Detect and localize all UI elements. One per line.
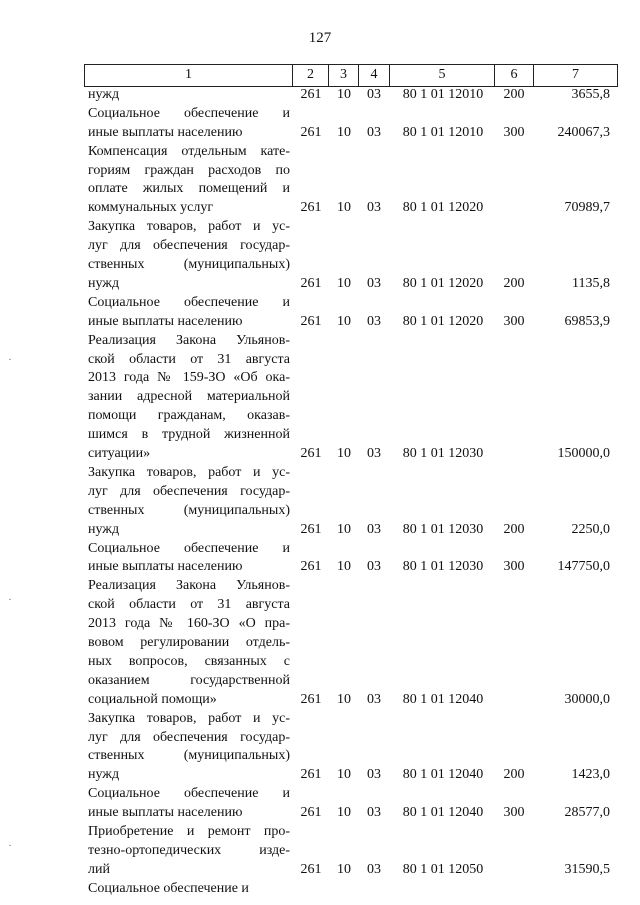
subchapter-code: 03 xyxy=(367,124,381,140)
section-code: 261 xyxy=(300,691,322,707)
scan-speck: · xyxy=(8,592,12,606)
row-description xyxy=(88,823,290,880)
target-article-code: 80 1 01 12020 xyxy=(402,200,484,216)
description-line: зании адресной материальной xyxy=(88,389,290,405)
row-description xyxy=(88,464,290,540)
header-col-7: 7 xyxy=(534,65,618,86)
row-description xyxy=(88,86,290,105)
table-row xyxy=(0,785,640,823)
subchapter-code: 03 xyxy=(367,446,381,462)
expense-type-code: 300 xyxy=(503,805,525,821)
section-code: 261 xyxy=(300,559,322,575)
subchapter-code: 03 xyxy=(367,313,381,329)
description-line: ственных (муниципальных) xyxy=(88,502,290,518)
description-line: нужд xyxy=(88,87,120,102)
target-article-code: 80 1 01 12030 xyxy=(402,559,484,575)
description-line: коммунальных услуг xyxy=(88,200,214,216)
amount-value: 147750,0 xyxy=(557,559,610,575)
description-line: луг для обеспечения государ- xyxy=(88,729,290,745)
row-description xyxy=(88,143,290,219)
table-row xyxy=(0,710,640,786)
section-code: 261 xyxy=(300,805,322,821)
table-row xyxy=(0,577,640,709)
header-col-2: 2 xyxy=(293,65,329,86)
description-line: тезно-ортопедических изде- xyxy=(88,842,290,858)
description-line: Закупка товаров, работ и ус- xyxy=(88,465,290,480)
section-code: 261 xyxy=(300,313,322,329)
expense-type-code: 200 xyxy=(503,521,525,537)
target-article-code: 80 1 01 12010 xyxy=(402,124,484,140)
description-line: лий xyxy=(88,861,110,877)
description-line: 2013 года № 160-ЗО «О пра- xyxy=(88,616,290,632)
description-line: социальной помощи» xyxy=(88,691,217,707)
subchapter-code: 03 xyxy=(367,521,381,537)
target-article-code: 80 1 01 12040 xyxy=(402,767,484,783)
subchapter-code: 03 xyxy=(367,805,381,821)
row-description xyxy=(88,785,290,823)
section-code: 261 xyxy=(300,124,322,140)
description-line: ственных (муниципальных) xyxy=(88,257,290,273)
chapter-code: 10 xyxy=(337,805,351,821)
description-line: Социальное обеспечение и xyxy=(88,105,290,121)
description-line: иные выплаты населению xyxy=(88,559,243,575)
header-col-5: 5 xyxy=(390,65,495,86)
section-code: 261 xyxy=(300,767,322,783)
expense-type-code: 300 xyxy=(503,124,525,140)
subchapter-code: 03 xyxy=(367,559,381,575)
description-line: вовом регулировании отдель- xyxy=(88,635,290,651)
header-col-4: 4 xyxy=(359,65,390,86)
description-line: Приобретение и ремонт про- xyxy=(88,824,290,840)
table-row xyxy=(0,143,640,219)
description-line: иные выплаты населению xyxy=(88,124,243,140)
description-line: нужд xyxy=(88,275,120,291)
description-line: Социальное обеспечение и xyxy=(88,880,249,896)
target-article-code: 80 1 01 12050 xyxy=(402,861,484,877)
expense-type-code: 200 xyxy=(503,86,525,102)
header-col-6: 6 xyxy=(495,65,534,86)
subchapter-code: 03 xyxy=(367,767,381,783)
chapter-code: 10 xyxy=(337,275,351,291)
subchapter-code: 03 xyxy=(367,86,381,102)
chapter-code: 10 xyxy=(337,86,351,102)
expense-type-code: 300 xyxy=(503,559,525,575)
amount-value: 3655,8 xyxy=(571,86,610,102)
table-row xyxy=(0,105,640,143)
row-description xyxy=(88,710,290,786)
description-line: луг для обеспечения государ- xyxy=(88,483,290,499)
section-code: 261 xyxy=(300,275,322,291)
description-line: Компенсация отдельным кате- xyxy=(88,143,290,159)
description-line: луг для обеспечения государ- xyxy=(88,238,290,254)
table-row xyxy=(0,86,640,105)
subchapter-code: 03 xyxy=(367,275,381,291)
target-article-code: 80 1 01 12040 xyxy=(402,805,484,821)
description-line: иные выплаты населению xyxy=(88,805,243,821)
description-line: Реализация Закона Ульянов- xyxy=(88,332,290,348)
target-article-code: 80 1 01 12020 xyxy=(402,313,484,329)
amount-value: 1135,8 xyxy=(572,275,610,291)
description-line: ской области от 31 августа xyxy=(88,351,290,367)
scan-speck: · xyxy=(8,838,12,852)
section-code: 261 xyxy=(300,86,322,102)
description-line: Социальное обеспечение и xyxy=(88,540,290,556)
amount-value: 240067,3 xyxy=(557,124,610,140)
target-article-code: 80 1 01 12020 xyxy=(402,275,484,291)
amount-value: 150000,0 xyxy=(557,446,610,462)
chapter-code: 10 xyxy=(337,691,351,707)
expense-type-code: 200 xyxy=(503,275,525,291)
chapter-code: 10 xyxy=(337,767,351,783)
description-line: Закупка товаров, работ и ус- xyxy=(88,710,290,726)
description-line: Социальное обеспечение и xyxy=(88,786,290,802)
description-line: нужд xyxy=(88,767,120,783)
chapter-code: 10 xyxy=(337,446,351,462)
row-description xyxy=(88,577,290,709)
row-description xyxy=(88,880,290,899)
description-line: гориям граждан расходов по xyxy=(88,162,290,178)
amount-value: 2250,0 xyxy=(571,521,610,537)
subchapter-code: 03 xyxy=(367,861,381,877)
chapter-code: 10 xyxy=(337,559,351,575)
section-code: 261 xyxy=(300,521,322,537)
amount-value: 69853,9 xyxy=(564,313,610,329)
description-line: ных вопросов, связанных с xyxy=(88,653,290,669)
page-number: 127 xyxy=(308,30,332,46)
table-row xyxy=(0,823,640,880)
amount-value: 70989,7 xyxy=(564,200,610,216)
target-article-code: 80 1 01 12010 xyxy=(402,86,484,102)
subchapter-code: 03 xyxy=(367,691,381,707)
table-row xyxy=(0,294,640,332)
target-article-code: 80 1 01 12030 xyxy=(402,446,484,462)
description-line: помощи гражданам, оказав- xyxy=(88,408,290,424)
header-col-1: 1 xyxy=(85,65,293,86)
amount-value: 1423,0 xyxy=(571,767,610,783)
description-line: иные выплаты населению xyxy=(88,313,243,329)
description-line: оказанием государственной xyxy=(88,672,290,688)
row-description xyxy=(88,218,290,294)
chapter-code: 10 xyxy=(337,313,351,329)
header-col-3: 3 xyxy=(329,65,359,86)
row-description xyxy=(88,294,290,332)
description-line: ственных (муниципальных) xyxy=(88,748,290,764)
description-line: нужд xyxy=(88,521,120,537)
amount-value: 31590,5 xyxy=(564,861,610,877)
row-description xyxy=(88,540,290,578)
description-line: 2013 года № 159-ЗО «Об ока- xyxy=(88,370,290,386)
row-description xyxy=(88,332,290,464)
section-code: 261 xyxy=(300,446,322,462)
description-line: Закупка товаров, работ и ус- xyxy=(88,219,290,235)
table-row xyxy=(0,332,640,464)
table-row xyxy=(0,218,640,294)
description-line: шимся в трудной жизненной xyxy=(88,427,290,443)
chapter-code: 10 xyxy=(337,124,351,140)
scan-speck: · xyxy=(8,352,12,366)
chapter-code: 10 xyxy=(337,861,351,877)
chapter-code: 10 xyxy=(337,200,351,216)
target-article-code: 80 1 01 12030 xyxy=(402,521,484,537)
expense-type-code: 200 xyxy=(503,767,525,783)
subchapter-code: 03 xyxy=(367,200,381,216)
section-code: 261 xyxy=(300,861,322,877)
row-description xyxy=(88,105,290,143)
description-line: Социальное обеспечение и xyxy=(88,294,290,310)
description-line: ской области от 31 августа xyxy=(88,597,290,613)
target-article-code: 80 1 01 12040 xyxy=(402,691,484,707)
table-row xyxy=(0,464,640,540)
amount-value: 30000,0 xyxy=(564,691,610,707)
chapter-code: 10 xyxy=(337,521,351,537)
table-row xyxy=(0,880,640,899)
expense-type-code: 300 xyxy=(503,313,525,329)
section-code: 261 xyxy=(300,200,322,216)
description-line: Реализация Закона Ульянов- xyxy=(88,578,290,594)
description-line: ситуации» xyxy=(88,446,151,462)
description-line: оплате жилых помещений и xyxy=(88,181,290,197)
amount-value: 28577,0 xyxy=(564,805,610,821)
table-row xyxy=(0,540,640,578)
